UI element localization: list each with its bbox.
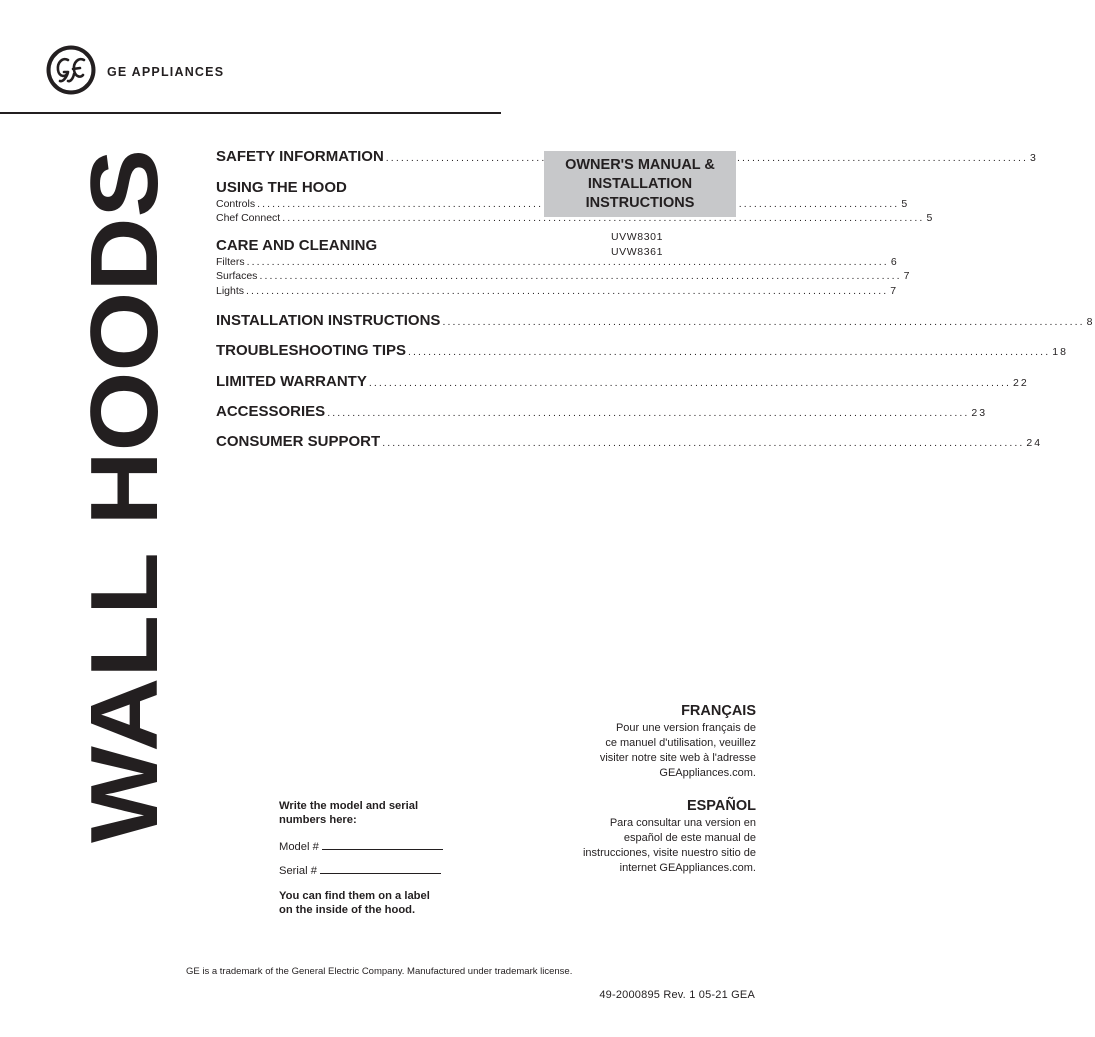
spanish-title: ESPAÑOL — [686, 798, 756, 814]
record-note: You can find them on a label on the inside of the hood. — [279, 890, 430, 916]
toc-limited-warranty[interactable] — [216, 373, 1029, 390]
document-title — [71, 148, 178, 845]
header-divider — [0, 112, 501, 114]
toc-page: 7 — [890, 285, 899, 297]
toc-page: 3 — [1030, 152, 1038, 164]
toc-troubleshooting-tips[interactable] — [216, 342, 1068, 359]
toc-page: 7 — [903, 270, 912, 282]
toc-safety-information[interactable] — [216, 148, 1038, 165]
toc-care-and-cleaning-heading[interactable]: CARE AND CLEANING — [216, 237, 378, 254]
toc-page: 23 — [971, 407, 988, 419]
toc-label: ACCESSORIES — [216, 403, 326, 420]
model-number-field — [279, 839, 479, 853]
toc-page: 24 — [1026, 437, 1043, 449]
toc-page: 18 — [1052, 346, 1068, 358]
toc-label: SAFETY INFORMATION — [216, 148, 384, 165]
document-number: 49-2000895 Rev. 1 05-21 GEA — [599, 989, 755, 1001]
toc-filters[interactable] — [216, 256, 899, 268]
spanish-notice — [583, 798, 756, 876]
french-notice — [600, 703, 756, 781]
toc-page: 5 — [926, 212, 935, 224]
model-number: UVW8361 — [611, 246, 664, 258]
trademark-notice: GE is a trademark of the General Electric Company. Manufactured under trademark license. — [186, 966, 573, 977]
toc-accessories[interactable] — [216, 403, 988, 420]
toc-label: Surfaces — [216, 270, 258, 282]
toc-label: Controls — [216, 198, 256, 210]
model-field-label: Model # — [279, 841, 319, 853]
brand-name: GE APPLIANCES — [107, 65, 225, 79]
toc-consumer-support[interactable] — [216, 433, 1043, 450]
manual-type-text: OWNER'S MANUAL & INSTALLATION INSTRUCTIONS — [565, 156, 715, 211]
french-text: Pour une version français de ce manuel d'utilisation, veuillez visiter notre site web à l'adresse GEAppliances.com. — [599, 722, 756, 779]
toc-label: INSTALLATION INSTRUCTIONS — [216, 312, 441, 329]
toc-page: 22 — [1013, 377, 1029, 389]
serial-field-line — [320, 863, 441, 874]
toc-installation-instructions[interactable] — [216, 312, 1095, 329]
serial-field-label: Serial # — [279, 865, 317, 877]
toc-chef-connect[interactable] — [216, 212, 935, 224]
manual-type-banner — [544, 151, 736, 217]
spanish-text: Para consultar una version en español de este manual de instrucciones, visite nuestro sitio de internet GEAppliances.com. — [582, 817, 756, 874]
toc-label: LIMITED WARRANTY — [216, 373, 367, 390]
document-title-text: WALL HOODS — [71, 194, 178, 843]
toc-page: 8 — [1086, 316, 1095, 328]
toc-controls[interactable] — [216, 198, 910, 210]
record-intro: Write the model and serial numbers here: — [279, 800, 419, 826]
toc-lights[interactable] — [216, 285, 899, 297]
model-serial-record — [279, 799, 479, 917]
model-field-line — [322, 839, 443, 850]
toc-page: 6 — [890, 256, 899, 268]
toc-label: TROUBLESHOOTING TIPS — [216, 342, 407, 359]
toc-label: Lights — [216, 285, 245, 297]
toc-surfaces[interactable] — [216, 270, 912, 282]
ge-monogram-icon — [46, 45, 96, 95]
model-number: UVW8301 — [611, 231, 664, 243]
french-title: FRANÇAIS — [681, 703, 756, 719]
toc-label: CONSUMER SUPPORT — [216, 433, 381, 450]
toc-using-the-hood-heading[interactable]: USING THE HOOD — [216, 179, 347, 196]
toc-label: Chef Connect — [216, 212, 281, 224]
toc-page: 5 — [901, 198, 910, 210]
toc-label: Filters — [216, 256, 245, 268]
serial-number-field — [279, 863, 479, 877]
